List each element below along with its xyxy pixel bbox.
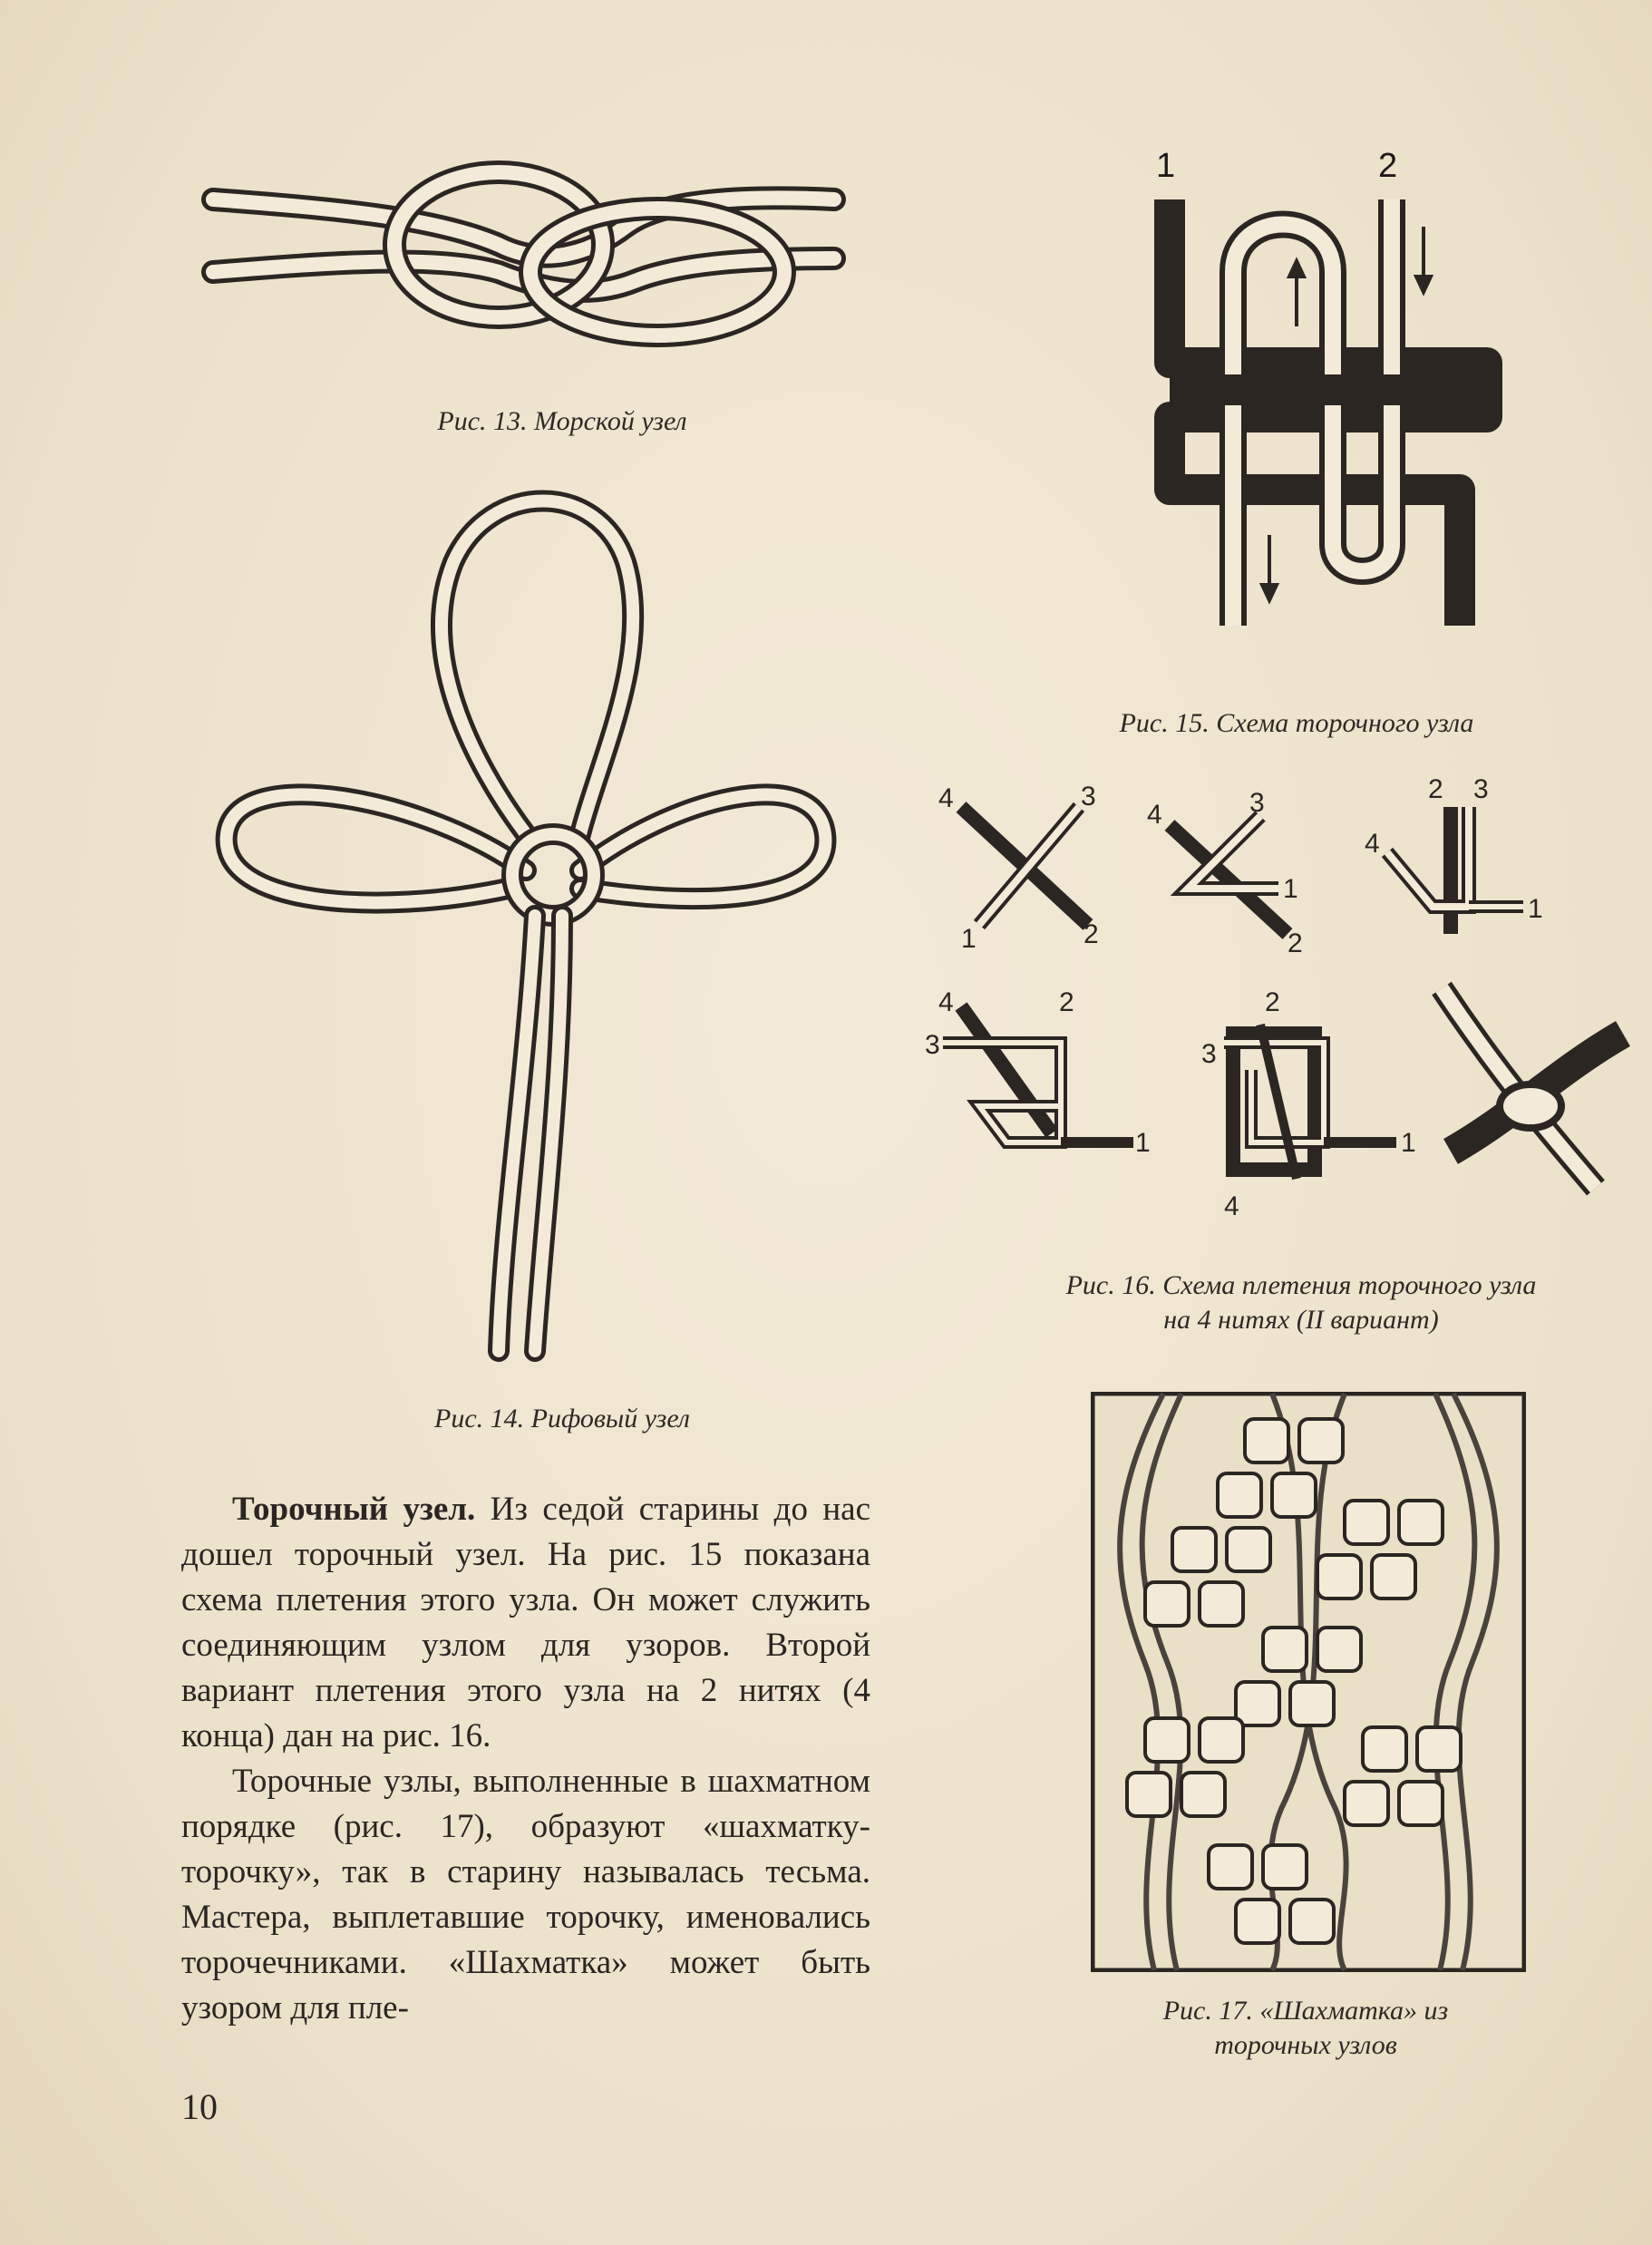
step4-label-3: 3 xyxy=(925,1030,940,1060)
figure-17-checker-pattern xyxy=(1091,1392,1526,1972)
step3-label-1: 1 xyxy=(1528,894,1543,924)
step2-label-4: 4 xyxy=(1147,800,1162,830)
body-text xyxy=(181,1487,870,2031)
step5-label-1: 1 xyxy=(1401,1128,1416,1158)
figure-14-caption: Рис. 14. Рифовый узел xyxy=(434,1404,690,1433)
step3-label-2: 2 xyxy=(1428,774,1443,804)
step1-label-3: 3 xyxy=(1081,782,1096,812)
figure-15-caption: Рис. 15. Схема торочного узла xyxy=(1119,708,1474,738)
step2-label-1: 1 xyxy=(1283,874,1298,904)
sea-knot-drawing xyxy=(199,145,852,354)
step4-label-1: 1 xyxy=(1135,1128,1151,1158)
figure-13-caption: Рис. 13. Морской узел xyxy=(437,406,687,436)
figure-16-caption-line1: Рис. 16. Схема плетения торочного узла xyxy=(1065,1270,1537,1300)
step1-label-1: 1 xyxy=(961,924,977,954)
strand-label-1: 1 xyxy=(1156,147,1176,185)
figure-13-sea-knot xyxy=(199,145,852,354)
step2-label-3: 3 xyxy=(1249,788,1265,818)
page-number: 10 xyxy=(181,2086,218,2127)
figure-16-caption-line2: на 4 нитях (II вариант) xyxy=(1163,1305,1439,1335)
step4-label-2: 2 xyxy=(1059,987,1074,1017)
paragraph-lead: Торочный узел. xyxy=(232,1491,476,1528)
figure-15-torochny-scheme xyxy=(1115,145,1532,653)
step3-label-4: 4 xyxy=(1365,829,1380,859)
paragraph-body: Из седой старины до нас дошел торочный узел. На рис. 15 показана схема плетения этого узла. Он может служить соединяющим узлом для узоров. Второй вариант плетения этого узла на 2 нитях (4 конца) дан на рис. 16. xyxy=(181,1491,871,1754)
step5-label-2: 2 xyxy=(1265,987,1280,1017)
step2-label-2: 2 xyxy=(1288,928,1303,958)
figure-17-caption-line2: торочных узлов xyxy=(1214,2030,1397,2060)
paragraph-torochny-knot xyxy=(181,1487,870,1759)
strand-label-2: 2 xyxy=(1378,147,1398,185)
step1-label-2: 2 xyxy=(1084,919,1099,949)
step4-label-4: 4 xyxy=(938,987,954,1017)
figure-17-caption-line1: Рис. 17. «Шахматка» из xyxy=(1162,1996,1449,2026)
checker-pattern-drawing xyxy=(1091,1392,1526,1972)
step1-label-4: 4 xyxy=(938,783,954,813)
figure-14-reef-knot xyxy=(199,490,852,1378)
figure-16-weaving-steps xyxy=(925,771,1632,1242)
step5-label-4: 4 xyxy=(1224,1191,1239,1221)
weaving-steps-drawing xyxy=(925,771,1632,1242)
step5-label-3: 3 xyxy=(1201,1039,1217,1069)
step3-label-3: 3 xyxy=(1473,774,1489,804)
torochny-scheme-drawing xyxy=(1115,145,1532,653)
reef-knot-drawing xyxy=(199,490,852,1378)
paragraph-checker: Торочные узлы, выполненные в шахматном порядке (рис. 17), образуют «шахматку-торочку», так в старину называлась тесьма. Мастера, выплетавшие торочку, именовались торочечниками. «Шахматка» может быть узором для пле- xyxy=(181,1763,870,2026)
